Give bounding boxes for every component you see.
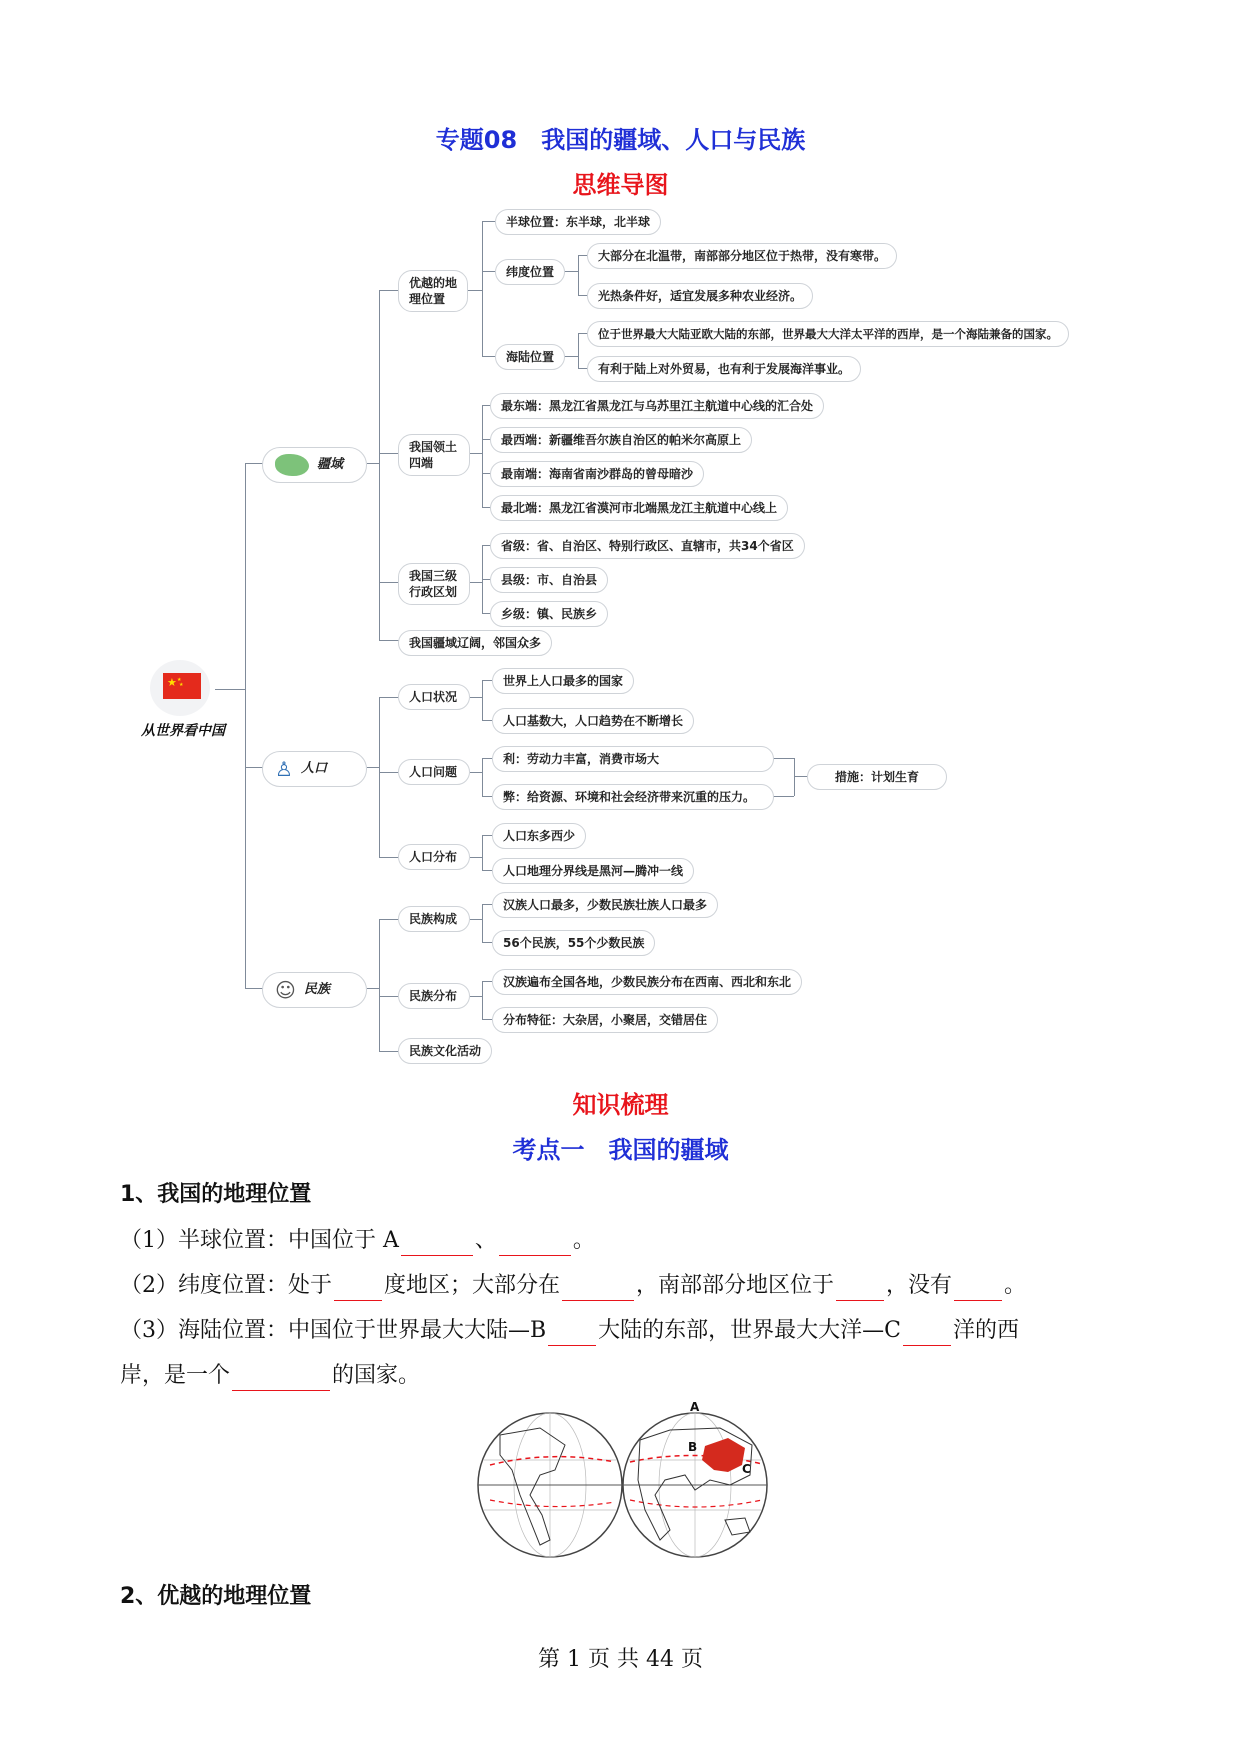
people-icon: ♙ bbox=[275, 757, 293, 781]
node-town: 乡级：镇、民族乡 bbox=[490, 601, 608, 627]
text: 。 bbox=[572, 1228, 595, 1253]
blank bbox=[548, 1323, 596, 1346]
blank bbox=[401, 1233, 473, 1256]
blank bbox=[334, 1278, 382, 1301]
china-map-icon bbox=[275, 454, 309, 476]
node-lat1: 大部分在北温带，南部部分地区位于热带，没有寒带。 bbox=[587, 243, 897, 269]
map-label-b: B bbox=[688, 1440, 698, 1454]
line-latitude bbox=[120, 1271, 1026, 1301]
category-ethnicity-label: 民族 bbox=[303, 982, 330, 997]
blank bbox=[836, 1278, 884, 1301]
node-sea2: 有利于陆上对外贸易，也有利于发展海洋事业。 bbox=[587, 356, 861, 382]
line-sealand bbox=[120, 1316, 1019, 1346]
root-label: 从世界看中国 bbox=[141, 723, 225, 739]
page-title: 专题08 我国的疆域、人口与民族 bbox=[435, 126, 806, 154]
node-popissue: 人口问题 bbox=[398, 759, 470, 785]
blank bbox=[954, 1278, 1002, 1301]
node-pop1: 世界上人口最多的国家 bbox=[492, 668, 634, 694]
node-dist2: 人口地理分界线是黑河—腾冲一线 bbox=[492, 858, 694, 884]
text: 大陆的东部，世界最大大洋—C bbox=[598, 1318, 902, 1343]
node-eth2: 56个民族，55个少数民族 bbox=[492, 930, 655, 956]
exam-point-heading: 考点一 我国的疆域 bbox=[512, 1136, 729, 1164]
person-icon: ☺ bbox=[275, 978, 296, 1002]
knowledge-heading: 知识梳理 bbox=[572, 1091, 669, 1119]
category-population-label: 人口 bbox=[300, 761, 327, 776]
node-ed1: 汉族遍布全国各地，少数民族分布在西南、西北和东北 bbox=[492, 969, 802, 995]
mindmap-heading: 思维导图 bbox=[572, 171, 669, 199]
node-eth1: 汉族人口最多，少数民族壮族人口最多 bbox=[492, 892, 718, 918]
node-culture: 民族文化活动 bbox=[398, 1038, 492, 1064]
text: （2）纬度位置：处于 bbox=[120, 1273, 332, 1298]
node-admin: 我国三级行政区划 bbox=[398, 563, 470, 605]
node-county: 县级：市、自治县 bbox=[490, 567, 608, 593]
node-ethdist: 民族分布 bbox=[398, 983, 470, 1009]
text: （1）半球位置：中国位于 A bbox=[120, 1228, 399, 1253]
node-east: 最东端：黑龙江省黑龙江与乌苏里江主航道中心线的汇合处 bbox=[490, 393, 824, 419]
text: 、 bbox=[474, 1228, 497, 1253]
node-dis: 弊：给资源、环境和社会经济带来沉重的压力。 bbox=[492, 784, 774, 810]
node-adv: 利：劳动力丰富，消费市场大 bbox=[492, 746, 774, 772]
blank bbox=[903, 1323, 951, 1346]
node-ed2: 分布特征：大杂居，小聚居，交错居住 bbox=[492, 1007, 718, 1033]
line-hemisphere bbox=[120, 1226, 595, 1256]
text: 洋的西 bbox=[953, 1318, 1020, 1343]
text: ，没有 bbox=[886, 1273, 953, 1298]
node-sea1: 位于世界最大大陆亚欧大陆的东部，世界最大大洋太平洋的西岸，是一个海陆兼备的国家。 bbox=[587, 321, 1069, 347]
node-dist1: 人口东多西少 bbox=[492, 823, 586, 849]
category-ethnicity bbox=[262, 972, 367, 1008]
node-vast: 我国疆域辽阔，邻国众多 bbox=[398, 630, 552, 656]
blank bbox=[499, 1233, 571, 1256]
node-north: 最北端：黑龙江省漠河市北端黑龙江主航道中心线上 bbox=[490, 495, 788, 521]
node-location: 优越的地理位置 bbox=[398, 270, 468, 312]
page-number: 第 1 页 共 44 页 bbox=[538, 1647, 703, 1672]
blank bbox=[232, 1368, 330, 1391]
node-popdist: 人口分布 bbox=[398, 844, 470, 870]
map-label-c: C bbox=[742, 1462, 751, 1476]
svg-text:★: ★ bbox=[177, 677, 182, 683]
blank bbox=[562, 1278, 634, 1301]
text: （3）海陆位置：中国位于世界最大大陆—B bbox=[120, 1318, 547, 1343]
text: 的国家。 bbox=[332, 1363, 421, 1388]
category-territory-label: 疆域 bbox=[317, 457, 344, 472]
china-flag-icon bbox=[163, 673, 201, 699]
category-population bbox=[262, 751, 367, 787]
world-map-figure bbox=[470, 1400, 775, 1560]
text: 。 bbox=[1004, 1273, 1027, 1298]
section-heading-2: 2、优越的地理位置 bbox=[120, 1584, 312, 1609]
line-sealand-cont bbox=[120, 1361, 420, 1391]
svg-text:★: ★ bbox=[167, 676, 177, 689]
node-ethcomp: 民族构成 bbox=[398, 906, 470, 932]
category-territory bbox=[262, 447, 367, 483]
node-extremes: 我国领土四端 bbox=[398, 434, 470, 476]
node-west: 最西端：新疆维吾尔族自治区的帕米尔高原上 bbox=[490, 427, 752, 453]
text: 岸，是一个 bbox=[120, 1363, 231, 1388]
node-south: 最南端：海南省南沙群岛的曾母暗沙 bbox=[490, 461, 704, 487]
node-latitude: 纬度位置 bbox=[495, 259, 565, 285]
node-hemisphere: 半球位置：东半球，北半球 bbox=[495, 209, 661, 235]
node-pop2: 人口基数大，人口趋势在不断增长 bbox=[492, 708, 694, 734]
text: 度地区；大部分在 bbox=[384, 1273, 561, 1298]
node-measure: 措施：计划生育 bbox=[807, 764, 947, 790]
node-sealand: 海陆位置 bbox=[495, 344, 565, 370]
node-prov: 省级：省、自治区、特别行政区、直辖市，共34个省区 bbox=[490, 533, 805, 559]
node-popstatus: 人口状况 bbox=[398, 684, 470, 710]
map-label-a: A bbox=[690, 1400, 700, 1414]
svg-text:★: ★ bbox=[179, 682, 184, 688]
text: ，南部部分地区位于 bbox=[636, 1273, 835, 1298]
node-lat2: 光热条件好，适宜发展多种农业经济。 bbox=[587, 283, 813, 309]
section-heading-1: 1、我国的地理位置 bbox=[120, 1182, 312, 1207]
